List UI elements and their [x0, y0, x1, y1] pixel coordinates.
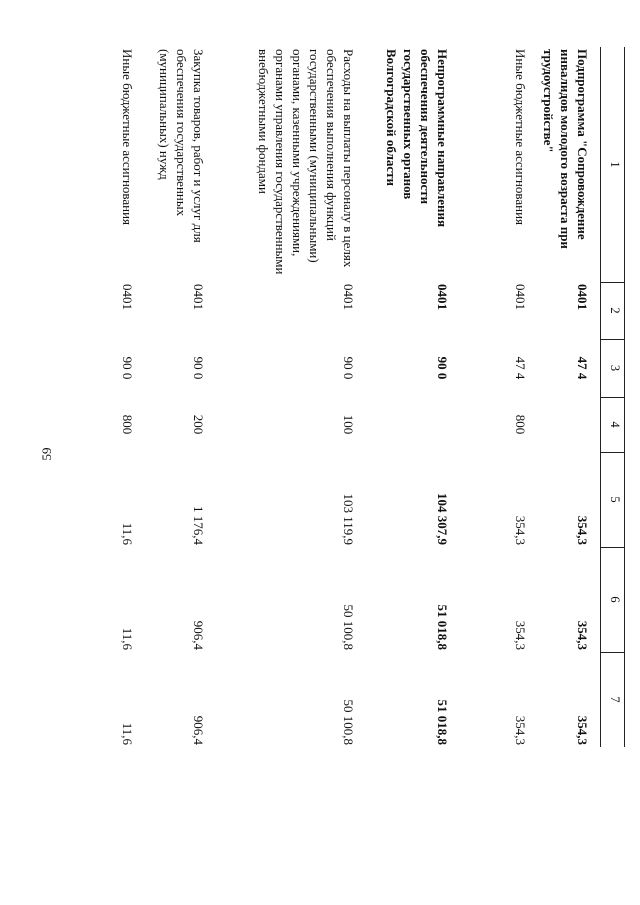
- header-cell-2: 2: [608, 307, 622, 314]
- header-cell-3: 3: [608, 364, 622, 372]
- table-cell-v6: 906,4: [191, 620, 206, 650]
- table-cell-v7: 51 018,8: [435, 699, 450, 745]
- table-cell-v7: 354,3: [513, 715, 528, 745]
- table-cell-section: 0401: [435, 284, 450, 310]
- table-cell-vr: 800: [120, 414, 135, 435]
- table-cell-target: 90 0: [191, 356, 206, 380]
- table-cell-v5: 103 119,9: [341, 493, 356, 545]
- table-cell-vr: 100: [341, 414, 356, 435]
- table-cell-v6: 354,3: [513, 620, 528, 650]
- table-cell-v7: 50 100,8: [341, 699, 356, 745]
- table-cell-target: 90 0: [435, 356, 450, 380]
- header-cell-4: 4: [608, 421, 622, 428]
- table-cell-v6: 50 100,8: [341, 604, 356, 650]
- header-cell-5: 5: [608, 496, 622, 503]
- table-cell-section: 0401: [513, 284, 528, 310]
- table-cell-v6: 51 018,8: [435, 604, 450, 650]
- table-cell-v5: 1 176,4: [191, 506, 206, 545]
- table-cell-target: 47 4: [513, 356, 528, 380]
- table-cell-vr: 200: [191, 414, 206, 435]
- page-number: 59: [39, 447, 54, 461]
- table-cell-v5: 354,3: [513, 515, 528, 545]
- table-cell-name: Расходы на выплаты персоналу в целях обеспечения выполнения функций государственными (муниципальными) органами, казенными учреждениями, органами управления государственными внебюджетными фондами: [256, 49, 356, 275]
- table-cell-name: Иные бюджетные ассигнования: [513, 49, 528, 226]
- table-cell-section: 0401: [341, 284, 356, 310]
- table-cell-vr: 800: [513, 414, 528, 435]
- table-cell-name: Подпрограмма "Сопровождение инвалидов молодого возраста при трудоустройстве": [541, 49, 590, 249]
- table-cell-v7: 354,3: [575, 715, 590, 745]
- table-cell-target: 90 0: [341, 356, 356, 380]
- table-cell-section: 0401: [575, 284, 590, 310]
- table-cell-v5: 104 307,9: [435, 493, 450, 545]
- table-cell-v5: 11,6: [120, 522, 135, 545]
- table-cell-section: 0401: [191, 284, 206, 310]
- table-cell-name: Непрограммные направления обеспечения деятельности государственных органов Волгоградской области: [384, 49, 450, 228]
- table-cell-section: 0401: [120, 284, 135, 310]
- table-cell-v5: 354,3: [575, 515, 590, 545]
- header-cell-6: 6: [608, 596, 622, 603]
- table-cell-target: 47 4: [575, 356, 590, 380]
- header-cell-1: 1: [608, 161, 622, 168]
- table-cell-name: Закупка товаров, работ и услуг для обеспечения государственных (муниципальных) нужд: [157, 49, 206, 243]
- table-cell-name: Иные бюджетные ассигнования: [120, 49, 135, 226]
- header-cell-7: 7: [608, 696, 622, 703]
- table-cell-v6: 354,3: [575, 620, 590, 650]
- table-cell-v7: 906,4: [191, 715, 206, 745]
- table-cell-target: 90 0: [120, 356, 135, 380]
- table-cell-v7: 11,6: [120, 722, 135, 745]
- table-cell-v6: 11,6: [120, 627, 135, 650]
- budget-table: [74, 47, 625, 857]
